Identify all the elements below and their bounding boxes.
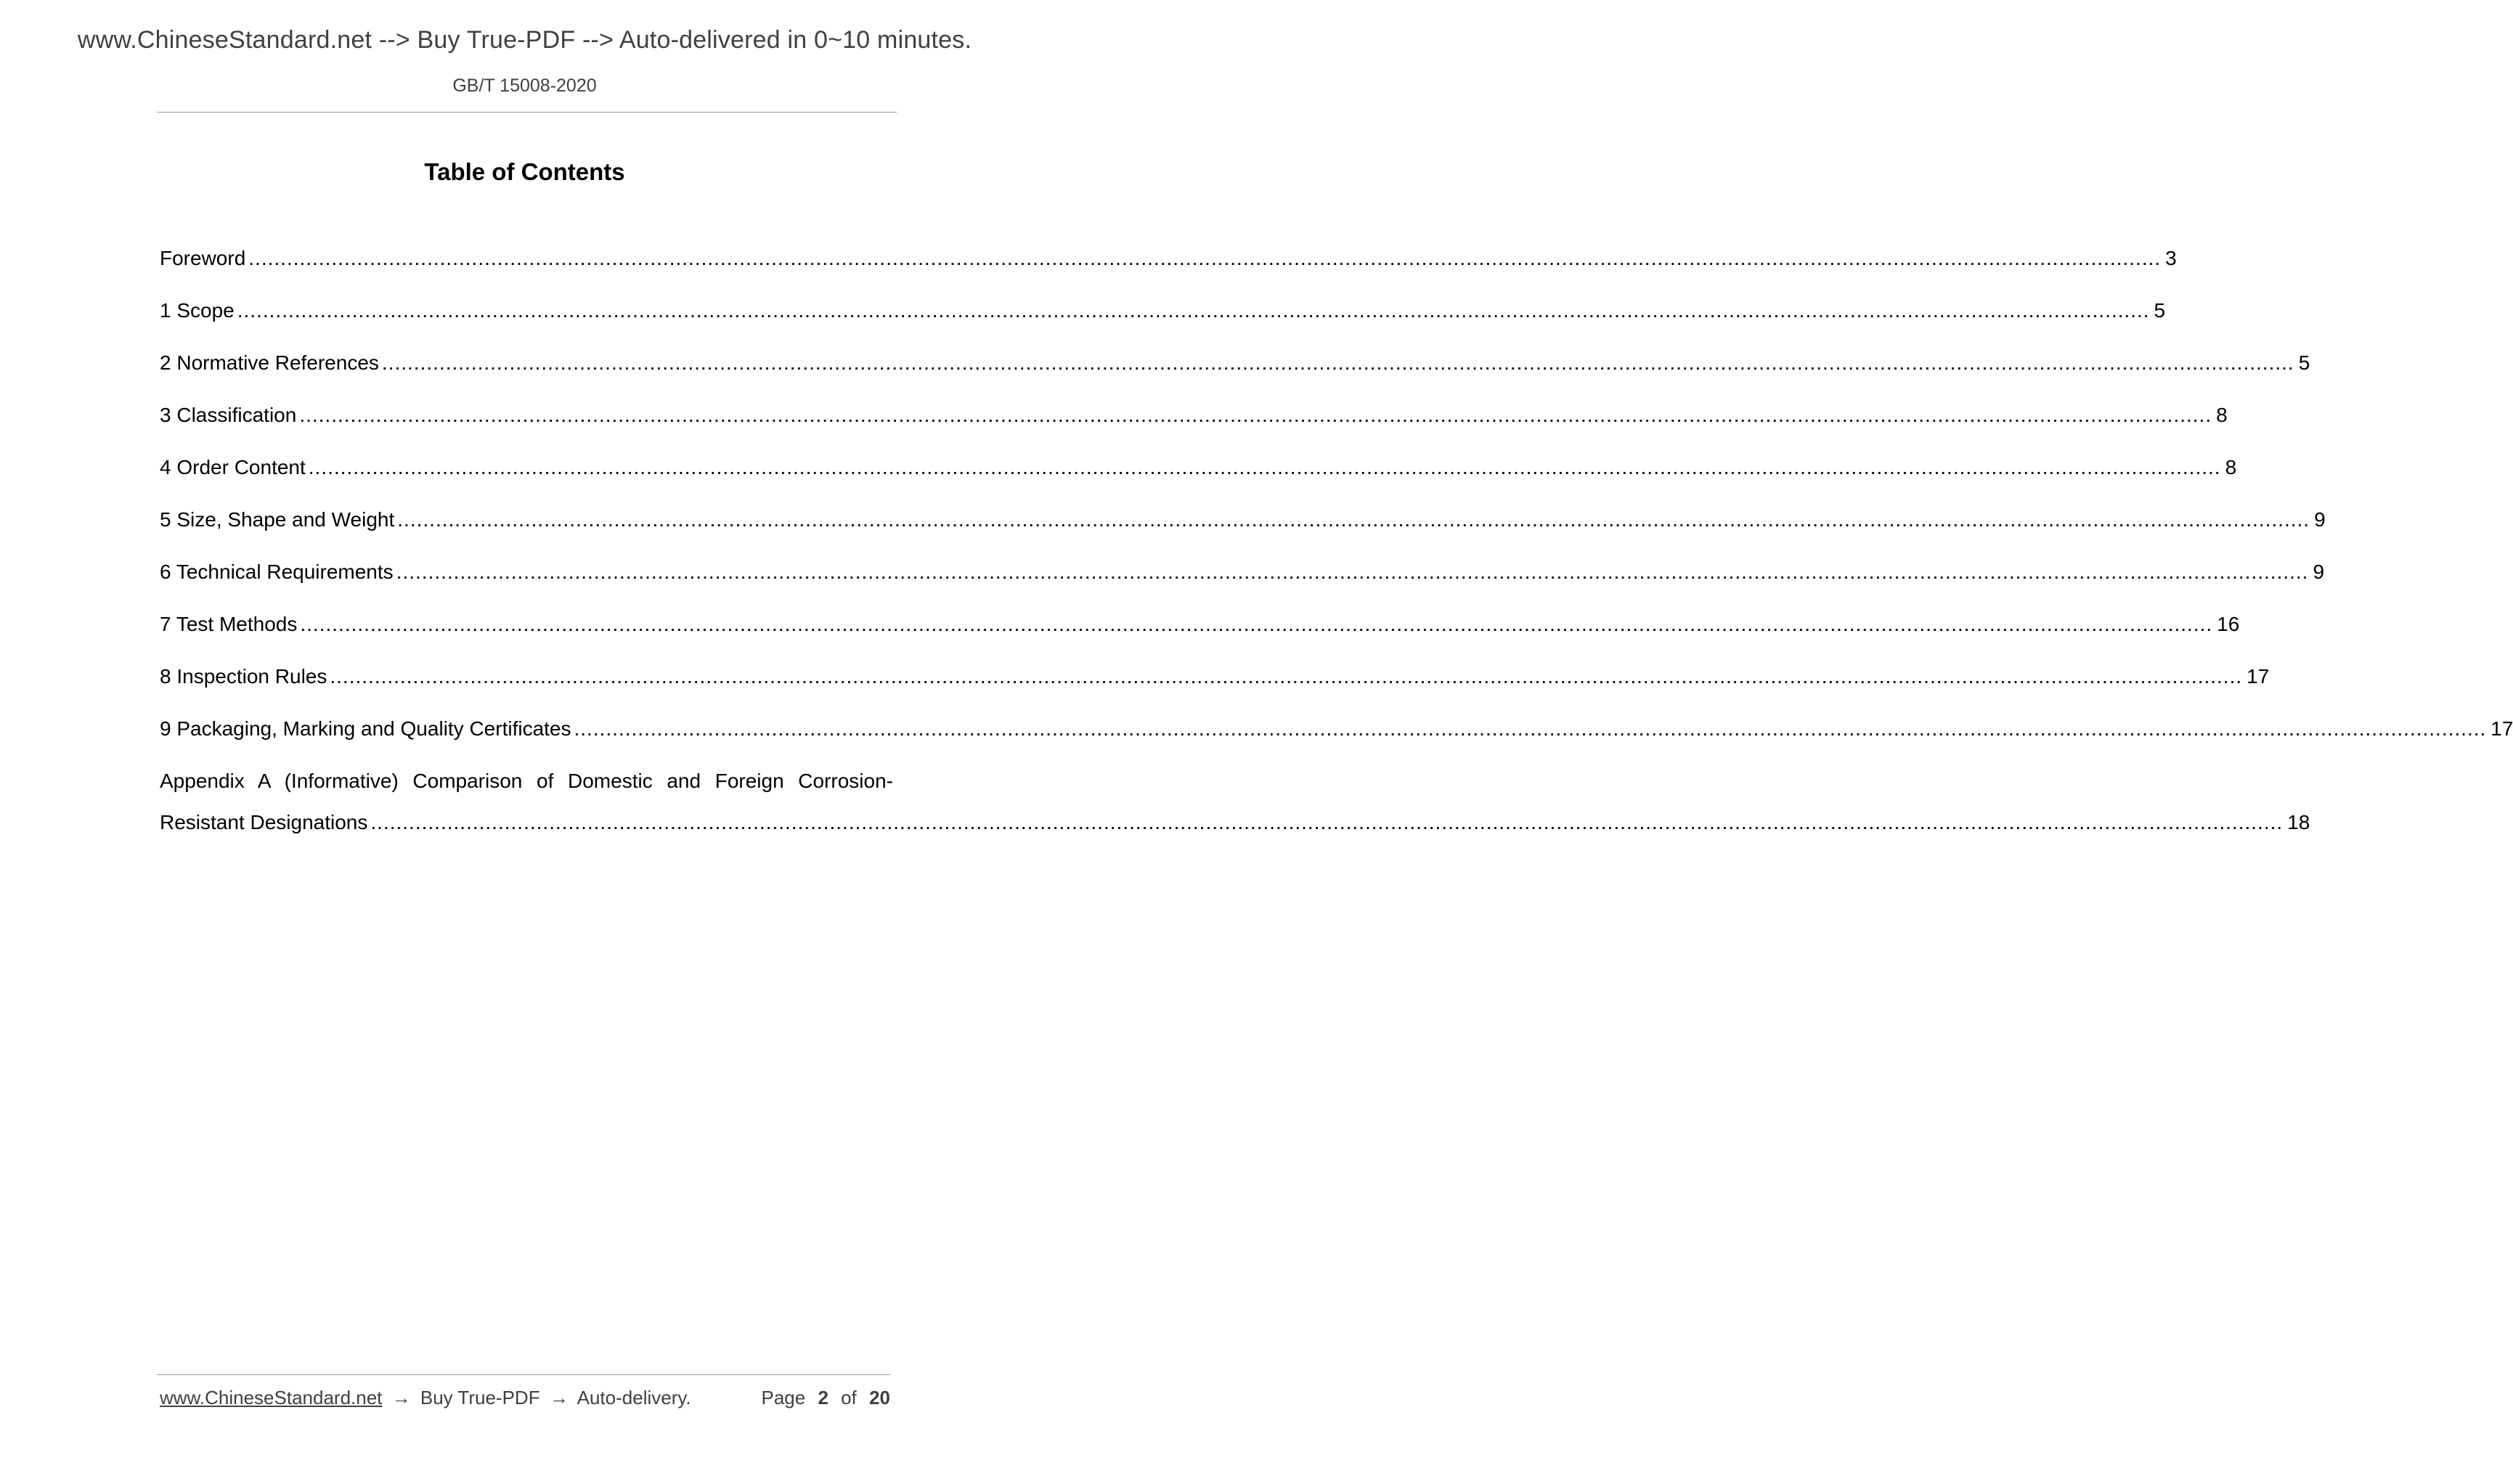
footer-links xyxy=(160,1387,691,1409)
toc-entry-order-content[interactable] xyxy=(160,454,2237,506)
header-divider xyxy=(157,112,897,113)
auto-delivery-text: Auto-delivery. xyxy=(577,1387,691,1408)
standard-code: GB/T 15008-2020 xyxy=(452,76,597,96)
toc-entry-size-shape-weight[interactable] xyxy=(160,506,2326,558)
toc-entry-page: 8 xyxy=(2225,456,2237,478)
toc-entry-page: 8 xyxy=(2216,404,2228,426)
dot-leader: ............................................................................................................................................................................................................................................................................................................ xyxy=(330,665,2243,688)
footer-divider xyxy=(157,1374,890,1375)
site-banner: www.ChineseStandard.net --> Buy True-PDF --> Auto-delivered in 0~10 minutes. xyxy=(77,26,972,54)
toc-entry-label-continued: Resistant Designations xyxy=(160,811,368,833)
dot-leader: ............................................................................................................................................................................................................................................................................................................ xyxy=(248,247,2162,269)
toc-entry-label: 8 Inspection Rules xyxy=(160,665,327,688)
toc-entry-label: 7 Test Methods xyxy=(160,613,298,635)
toc-entry-page: 9 xyxy=(2313,560,2325,583)
dot-leader: ............................................................................................................................................................................................................................................................................................................ xyxy=(381,351,2294,374)
page-indicator xyxy=(761,1387,890,1409)
toc-entry-inspection-rules[interactable] xyxy=(160,663,2270,715)
toc-entry-label: 6 Technical Requirements xyxy=(160,560,394,583)
toc-entry-label: 5 Size, Shape and Weight xyxy=(160,508,395,531)
toc-entry-normative-references[interactable] xyxy=(160,349,2310,401)
site-link[interactable]: www.ChineseStandard.net xyxy=(160,1387,383,1408)
arrow-right-icon: → xyxy=(391,1387,411,1408)
dot-leader: ............................................................................................................................................................................................................................................................................................................ xyxy=(300,613,2213,635)
page-title: Table of Contents xyxy=(424,158,625,185)
toc-entry-page: 9 xyxy=(2314,508,2326,531)
buy-pdf-text: Buy True-PDF xyxy=(420,1387,540,1408)
dot-leader: ............................................................................................................................................................................................................................................................................................................ xyxy=(308,456,2221,478)
current-page: 2 xyxy=(818,1387,828,1408)
page-footer xyxy=(160,1387,890,1409)
dot-leader: ............................................................................................................................................................................................................................................................................................................ xyxy=(299,404,2212,426)
toc-entry-page: 18 xyxy=(2287,811,2310,833)
dot-leader: ............................................................................................................................................................................................................................................................................................................ xyxy=(370,811,2284,833)
dot-leader: ............................................................................................................................................................................................................................................................................................................ xyxy=(237,299,2150,322)
arrow-right-icon: → xyxy=(549,1387,569,1408)
toc-entry-label: Foreword xyxy=(160,247,246,269)
toc-entry-page: 17 xyxy=(2490,717,2513,740)
toc-entry-appendix-a[interactable] xyxy=(160,760,2310,843)
toc-entry-page: 3 xyxy=(2165,247,2177,269)
toc-entry-foreword[interactable] xyxy=(160,245,2177,297)
toc-entry-label: 3 Classification xyxy=(160,404,297,426)
toc-entry-label: 4 Order Content xyxy=(160,456,306,478)
dot-leader: ............................................................................................................................................................................................................................................................................................................ xyxy=(397,508,2310,531)
toc-entry-classification[interactable] xyxy=(160,401,2228,454)
toc-entry-page: 5 xyxy=(2298,351,2310,374)
toc-entry-page: 17 xyxy=(2247,665,2270,688)
toc-entry-label: 1 Scope xyxy=(160,299,235,322)
dot-leader: ............................................................................................................................................................................................................................................................................................................ xyxy=(574,717,2487,740)
table-of-contents xyxy=(160,245,2513,843)
toc-entry-label: Appendix A (Informative) Comparison of Domestic and Foreign Corrosion- xyxy=(160,770,893,792)
toc-entry-scope[interactable] xyxy=(160,297,2166,349)
of-word: of xyxy=(841,1387,857,1408)
toc-entry-technical-requirements[interactable] xyxy=(160,558,2325,611)
dot-leader: ............................................................................................................................................................................................................................................................................................................ xyxy=(396,560,2309,583)
toc-entry-label: 9 Packaging, Marking and Quality Certificates xyxy=(160,717,571,740)
toc-entry-label: 2 Normative References xyxy=(160,351,379,374)
toc-entry-page: 5 xyxy=(2154,299,2166,322)
page-word: Page xyxy=(761,1387,806,1408)
toc-entry-test-methods[interactable] xyxy=(160,611,2240,663)
toc-entry-page: 16 xyxy=(2217,613,2240,635)
total-pages: 20 xyxy=(869,1387,890,1408)
